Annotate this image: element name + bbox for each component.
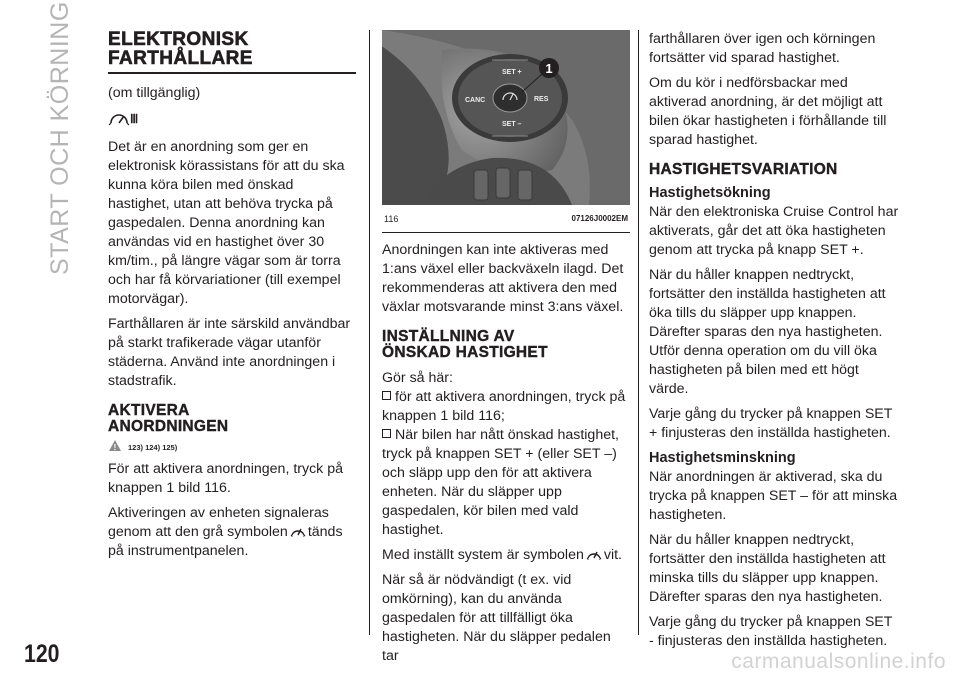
column-1 <box>108 30 356 561</box>
symbol-text: Med inställt system är symbolen <box>382 547 584 563</box>
increase-paragraph: När den elektroniska Cruise Control har aktiverats, går det att öka hastigheten genom att trycka på knapp SET +. <box>649 204 899 258</box>
bullet-item <box>382 388 630 426</box>
bullet-text: för att aktivera anordningen, tryck på knappen 1 bild 116; <box>382 389 626 424</box>
overtake-paragraph: När så är nödvändigt (t ex. vid omkörning), kan du använda gaspedalen för att tillfälligt öka hastigheten. När du släpper pedalen tar <box>382 572 611 664</box>
heading-line: ÖNSKAD HASTIGHET <box>382 344 548 361</box>
heading-speed-variation: HASTIGHETSVARIATION <box>649 161 838 178</box>
column-divider <box>369 30 370 635</box>
res-button-label: RES <box>534 96 549 103</box>
signal-text: Aktiveringen av enheten signaleras genom att den grå symbolen <box>108 505 329 540</box>
signal-text: tänds på instrumentpanelen. <box>108 524 343 559</box>
heading-line: ANORDNINGEN <box>108 418 229 435</box>
column-3 <box>649 30 899 651</box>
bullet-square-icon <box>382 391 391 400</box>
heading-line: AKTIVERA <box>108 402 190 419</box>
availability-note: (om tillgänglig) <box>108 85 201 101</box>
heading-line: INSTÄLLNING AV <box>382 328 515 345</box>
set-minus-button-label: SET – <box>502 121 522 128</box>
section-title-line: ELEKTRONISK <box>108 29 249 50</box>
column-divider <box>638 30 639 635</box>
decrease-paragraph: När anordningen är aktiverad, ska du trycka på knappen SET – för att minska hastigheten. <box>649 469 898 523</box>
column-2 <box>382 30 630 666</box>
svg-text:Ⅲ: Ⅲ <box>130 112 139 126</box>
figure-caption <box>382 205 630 233</box>
heading-set-speed <box>382 329 630 361</box>
page-number: 120 <box>24 640 60 668</box>
decrease-paragraph: När du håller knappen nedtryckt, fortsätter den inställda hastigheten att minska tills du släpper upp knappen. Därefter sparas den nya hastigheten. <box>649 532 886 605</box>
symbol-paragraph <box>382 546 630 565</box>
downhill-paragraph: Om du kör i nedförsbackar med aktiverad anordning, är det möjligt att bilen ökar hastigheten i förhållande till sparad hastighet. <box>649 75 887 148</box>
callout-number: 1 <box>545 61 553 76</box>
increase-paragraph: När du håller knappen nedtryckt, fortsätter den inställda hastigheten att öka tills du släpper upp knappen. Därefter sparas den nya hastigheten. Utför denna operation om du vill öka hastigheten på bilen med ett högt värde. <box>649 267 886 397</box>
subheading-decrease: Hastighetsminskning <box>649 450 796 466</box>
figure-code: 07126J0002EM <box>571 214 628 223</box>
figure-number: 116 <box>384 213 399 224</box>
cruise-control-symbol-icon <box>290 524 306 537</box>
heading-activate <box>108 403 356 435</box>
set-plus-button-label: SET + <box>502 69 522 76</box>
continue-paragraph: farthållaren över igen och körningen fortsätter vid sparad hastighet. <box>649 31 876 66</box>
no-activate-paragraph: Anordningen kan inte aktiveras med 1:ans växel eller backväxeln ilagd. Det rekommenderas att aktivera den med växlar motsvarande minst 3:ans växel. <box>382 242 624 315</box>
section-title-line: FARTHÅLLARE <box>108 48 253 69</box>
bullet-square-icon <box>382 429 391 438</box>
steering-wheel-buttons-image <box>382 30 630 205</box>
usage-note-paragraph: Farthållaren är inte särskild användbar på starkt trafikerade vägar utanför städerna. Använd inte anordningen i stadstrafik. <box>108 316 351 389</box>
steering-wheel-figure <box>382 30 630 205</box>
cruise-control-symbol-icon <box>586 547 602 560</box>
watermark-text: carmanualsonline.info <box>731 650 946 673</box>
instructions-lead: Gör så här: <box>382 370 453 386</box>
activate-paragraph: För att aktivera anordningen, tryck på knappen 1 bild 116. <box>108 461 344 496</box>
svg-text:!: ! <box>113 443 117 452</box>
increase-paragraph: Varje gång du trycker på knappen SET + finjusteras den inställda hastigheten. <box>649 406 893 441</box>
section-title <box>108 30 356 68</box>
reference-numbers: 123) 124) 125) <box>128 443 178 452</box>
section-side-title: START OCH KÖRNING <box>46 1 74 275</box>
warning-triangle-icon <box>108 439 122 452</box>
speedometer-cruise-icon <box>108 109 150 127</box>
bullet-text: När bilen har nått önskad hastighet, tryck på knappen SET + (eller SET –) och släpp upp den för att aktivera enheten. När du släpper upp gaspedalen, kör bilen med vald hastighet. <box>382 427 619 538</box>
intro-paragraph: Det är en anordning som ger en elektronisk körassistans för att du ska kunna köra bilen med önskad hastighet, utan att behöva trycka på gaspedalen. Denna anordning kan användas vid en hastighet över 30 km/tim., på längre vägar som är torra och har få körvariationer (till exempel motorvägar). <box>108 139 345 307</box>
bullet-item <box>382 426 630 540</box>
canc-button-label: CANC <box>465 97 486 104</box>
symbol-text: vit. <box>603 547 622 563</box>
warning-references <box>108 439 356 452</box>
signal-paragraph <box>108 504 356 561</box>
decrease-paragraph: Varje gång du trycker på knappen SET - finjusteras den inställda hastigheten. <box>649 614 893 649</box>
subheading-increase: Hastighetsökning <box>649 185 771 201</box>
